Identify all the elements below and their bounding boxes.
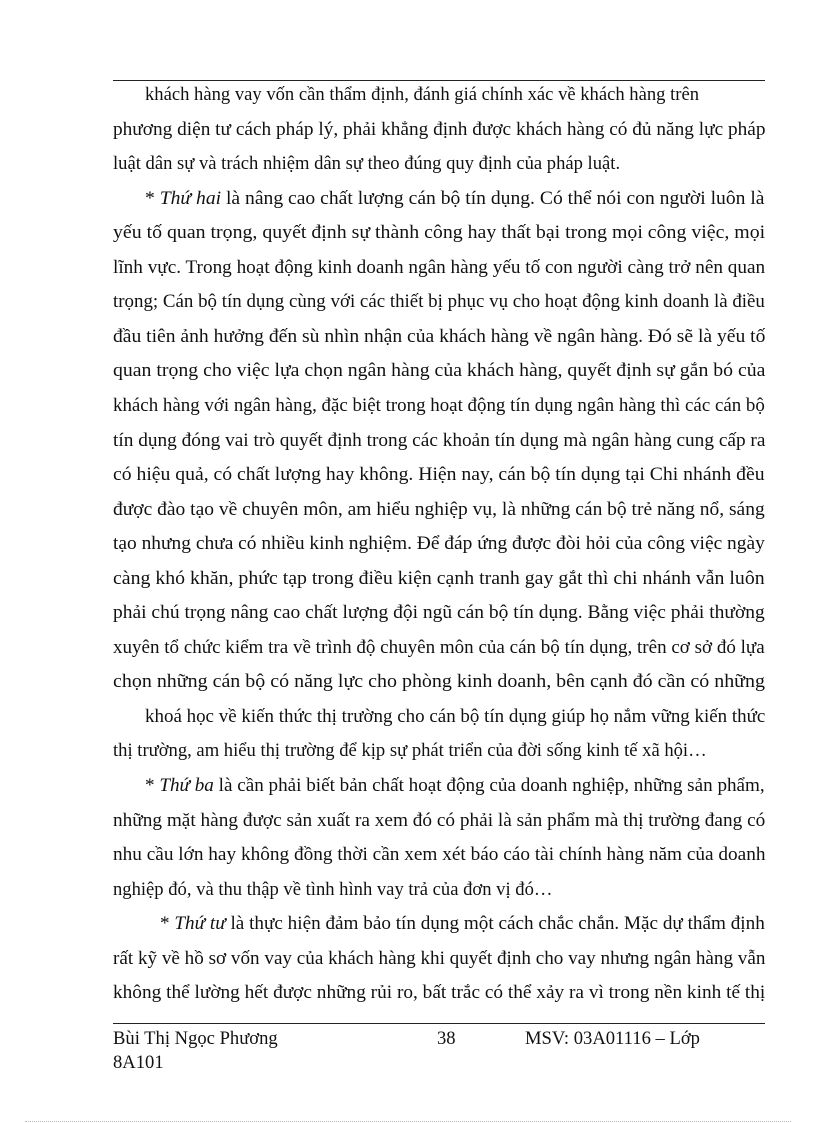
line-text: là cần phải biết bản chất hoạt động của doanh nghiệp, những sản phẩm, [213, 775, 765, 796]
body-line [113, 291, 765, 313]
line-text: những mặt hàng được sản xuất ra xem đó có phải là sản phẩm mà thị trường đang có [113, 809, 766, 831]
body-line [113, 671, 765, 693]
body-line [113, 602, 765, 624]
line-text: quan trọng cho việc lựa chọn ngân hàng của khách hàng, quyết định sự gắn bó của [113, 360, 766, 382]
bullet-marker: * [160, 913, 175, 935]
line-text: là nâng cao chất lượng cán bộ tín dụng. Có thể nói con người luôn là [221, 187, 765, 209]
line-text: khách hàng với ngân hàng, đặc biệt trong hoạt động tín dụng ngân hàng thì các cán bộ [113, 394, 765, 416]
line-text: là thực hiện đảm bảo tín dụng một cách chắc chắn. Mặc dự thẩm định [225, 913, 765, 935]
body-line [113, 222, 765, 244]
body-line [145, 775, 765, 797]
line-text: lĩnh vực. Trong hoạt động kinh doanh ngân hàng yếu tố con người càng trở nên quan [113, 256, 766, 278]
body-line [145, 706, 765, 728]
body-line [113, 257, 765, 279]
body-line [113, 326, 765, 348]
body-line [113, 119, 765, 141]
footer-page-number: 38 [437, 1028, 456, 1049]
bullet-marker: * [145, 187, 160, 209]
body-line [113, 740, 707, 762]
line-text: xuyên tổ chức kiểm tra về trình độ chuyên môn của cán bộ tín dụng, trên cơ sở đó lựa [113, 636, 765, 658]
body-line [113, 879, 552, 901]
body-line [113, 982, 765, 1004]
body-line [145, 84, 699, 106]
body-line [113, 395, 765, 417]
page-edge-dotted-line [25, 1121, 791, 1122]
body-line [113, 360, 765, 382]
body-line [113, 153, 620, 175]
line-text: có hiệu quả, có chất lượng hay không. Hiện nay, cán bộ tín dụng tại Chi nhánh đều [113, 464, 765, 486]
line-text: được đào tạo về chuyên môn, am hiểu nghiệp vụ, là những cán bộ trẻ năng nổ, sáng [113, 498, 765, 520]
line-text: tạo nhưng chưa có nhiều kinh nghiệm. Để đáp ứng được đòi hỏi của công việc ngày [113, 533, 765, 555]
body-line [113, 844, 766, 866]
line-text: luật dân sự và trách nhiệm dân sự theo đúng quy định của pháp luật. [113, 153, 621, 175]
line-text: thị trường, am hiểu thị trường để kịp sự phát triển của đời sống kinh tế xã hội… [113, 740, 707, 762]
body-line [113, 430, 765, 452]
line-text: chọn những cán bộ có năng lực cho phòng kinh doanh, bên cạnh đó cần có những [113, 671, 765, 693]
body-line [160, 913, 765, 935]
line-text: đầu tiên ảnh hưởng đến sù nhìn nhận của khách hàng về ngân hàng. Đó sẽ là yếu tố [113, 325, 766, 347]
body-line [113, 568, 765, 590]
footer-rule [113, 1023, 765, 1024]
line-text: trọng; Cán bộ tín dụng cùng với các thiết bị phục vụ cho hoạt động kinh doanh là điều [113, 291, 765, 313]
footer-author: Bùi Thị Ngọc Phương [113, 1028, 278, 1049]
footer-class-code: 8A101 [113, 1052, 164, 1073]
line-text: không thể lường hết được những rủi ro, bất trắc có thể xảy ra vì trong nền kinh tế thị [113, 982, 766, 1004]
body-line [113, 464, 765, 486]
line-text: nghiệp đó, và thu thập về tình hình vay trả của đơn vị đó… [113, 878, 553, 900]
body-line [113, 810, 765, 832]
point-heading: Thứ ba [159, 775, 214, 796]
line-text: khách hàng vay vốn cần thẩm định, đánh giá chính xác về khách hàng trên [145, 84, 700, 105]
line-text: phương diện tư cách pháp lý, phải khẳng định được khách hàng có đủ năng lực pháp [113, 118, 766, 140]
header-rule [113, 80, 765, 81]
body-line [145, 188, 765, 210]
line-text: càng khó khăn, phức tạp trong điều kiện cạnh tranh gay gắt thì chi nhánh vẫn luôn [113, 567, 765, 589]
body-line [113, 948, 765, 970]
line-text: nhu cầu lớn hay không đồng thời cần xem xét báo cáo tài chính hàng năm của doanh [113, 844, 766, 866]
body-line [113, 533, 765, 555]
bullet-marker: * [145, 775, 160, 796]
point-heading: Thứ tư [174, 913, 226, 935]
footer-student-id: MSV: 03A01116 – Lớp [525, 1028, 700, 1049]
point-heading: Thứ hai [159, 187, 222, 209]
body-line [113, 499, 765, 521]
line-text: khoá học về kiến thức thị trường cho cán bộ tín dụng giúp họ nắm vững kiến thức [145, 705, 766, 727]
body-line [113, 637, 765, 659]
line-text: rất kỹ về hồ sơ vốn vay của khách hàng khi quyết định cho vay nhưng ngân hàng vẫn [113, 947, 766, 969]
line-text: yếu tố quan trọng, quyết định sự thành công hay thất bại trong mọi công việc, mọi [113, 222, 766, 244]
line-text: phải chú trọng nâng cao chất lượng đội ngũ cán bộ tín dụng. Bằng việc phải thường [113, 602, 765, 624]
line-text: tín dụng đóng vai trò quyết định trong các khoản tín dụng mà ngân hàng cung cấp ra [113, 429, 766, 451]
